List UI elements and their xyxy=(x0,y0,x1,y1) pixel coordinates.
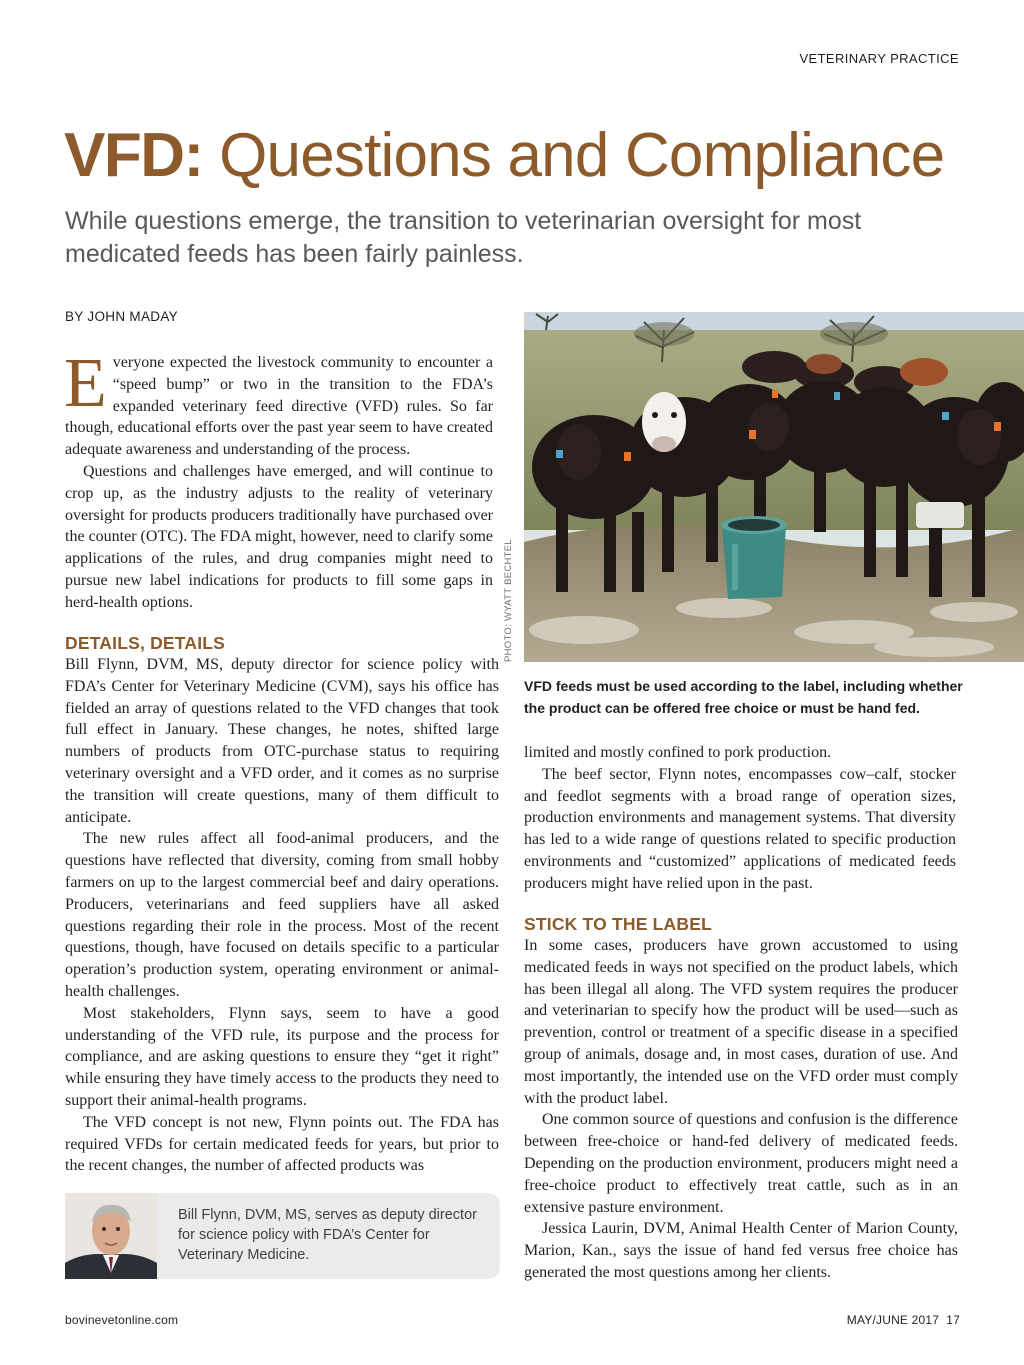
title-lead: VFD: xyxy=(64,121,203,190)
article-title xyxy=(64,118,994,194)
photo-credit: PHOTO: WYATT BECHTEL xyxy=(503,538,514,662)
body-paragraph: One common source of questions and confusion is the difference between free-choice or hand-fed delivery of medicated feeds. Depending on the production environment, producers might need a free-choice product to effectively treat cattle, such as in an extensive pasture environment. xyxy=(524,1111,958,1216)
footer-issue xyxy=(847,1313,960,1327)
headshot-illustration xyxy=(65,1193,157,1279)
section-label: VETERINARY PRACTICE xyxy=(799,51,959,66)
issue-date: MAY/JUNE 2017 xyxy=(846,1313,940,1327)
page-number: 17 xyxy=(946,1313,960,1327)
intro-paragraph: Questions and challenges have emerged, and will continue to crop up, as the industry adjusts to the reality of veterinary oversight for products producers traditionally have purchased over the counter (OTC). The FDA might, however, need to clarify some applications of the rules, and drug companies might need to pursue new label indications for products to fill some gaps in herd-health options. xyxy=(65,462,493,611)
body-paragraph: Most stakeholders, Flynn says, seem to have a good understanding of the VFD rule, its purpose and the process for compliance, and are asking questions to ensure they “get it right” while ensuring they have timely access to the products they need to support their animal-health programs. xyxy=(65,1004,499,1109)
body-paragraph: In some cases, producers have grown accustomed to using medicated feeds in ways not specified on the product labels, which has been illegal all along. The VFD system requires the producer and veterinarian to specify how the product will be used—such as prevention, control or treatment of a specific disease in a specified group of animals, dosage and, in most cases, duration of use. And most importantly, the intended use on the VFD order must comply with the product label. xyxy=(524,937,958,1107)
body-paragraph: The beef sector, Flynn notes, encompasses cow–calf, stocker and feedlot segments with a broad range of operation sizes, production environments and management systems. That diversity has led to a wide range of questions related to specific production environments and “customized” applications of medicated feeds producers might have relied upon in the past. xyxy=(524,765,956,892)
photo-caption: VFD feeds must be used according to the label, including whether the product can be offered free choice or must be hand fed. xyxy=(524,678,963,716)
section-heading-details: DETAILS, DETAILS xyxy=(65,633,226,653)
right-column-text xyxy=(524,742,956,895)
byline: BY JOHN MADAY xyxy=(65,309,178,324)
section-heading-label: STICK TO THE LABEL xyxy=(524,914,712,934)
cattle-photo xyxy=(524,312,1024,662)
body-paragraph: The VFD concept is not new, Flynn points out. The FDA has required VFDs for certain medicated feeds for years, but prior to the recent changes, the number of affected products was xyxy=(65,1113,499,1175)
body-paragraph: The new rules affect all food-animal producers, and the questions have reflected that diversity, coming from small hobby farmers on up to the largest commercial beef and dairy operations. Producers, veterinarians and feed suppliers have all asked questions regarding their role in the process. Most of the recent questions, though, have focused on details specific to a particular operation’s production system, operating environment or animal-health challenges. xyxy=(65,830,499,1000)
title-rest: Questions and Compliance xyxy=(219,121,945,190)
footer-website: bovinevetonline.com xyxy=(65,1313,179,1327)
sidebar-bio: Bill Flynn, DVM, MS, serves as deputy director for science policy with FDA’s Center for Veterinary Medicine. xyxy=(178,1207,477,1263)
body-paragraph: Bill Flynn, DVM, MS, deputy director for science policy with FDA’s Center for Veterinary Medicine (CVM), says his office has fielded an array of questions related to the VFD changes that took full effect in January. These changes, he notes, shifted large numbers of products from OTC-purchase status to requiring veterinary oversight and a VFD order, and it comes as no surprise the transition will create questions, many of them difficult to anticipate. xyxy=(65,656,499,826)
article-subtitle: While questions emerge, the transition to veterinarian oversight for most medicated feeds has been fairly painless. xyxy=(65,207,862,268)
body-paragraph: limited and mostly confined to pork production. xyxy=(524,744,832,761)
drop-cap: E xyxy=(64,345,107,422)
cattle-illustration xyxy=(524,312,1024,662)
intro-text xyxy=(64,345,493,614)
section-stick-to-label xyxy=(524,913,958,1284)
headshot-photo xyxy=(65,1193,157,1279)
intro-paragraph: Everyone expected the livestock community to encounter a “speed bump” or two in the transition to the FDA’s expanded veterinary feed directive (VFD) rules. So far though, educational efforts over the past year seem to have created adequate awareness and understanding of the process. xyxy=(64,345,493,459)
section-details xyxy=(65,632,499,1177)
body-paragraph: Jessica Laurin, DVM, Animal Health Center of Marion County, Marion, Kan., says the issue of hand fed versus free choice has generated the most questions among her clients. xyxy=(524,1220,958,1281)
